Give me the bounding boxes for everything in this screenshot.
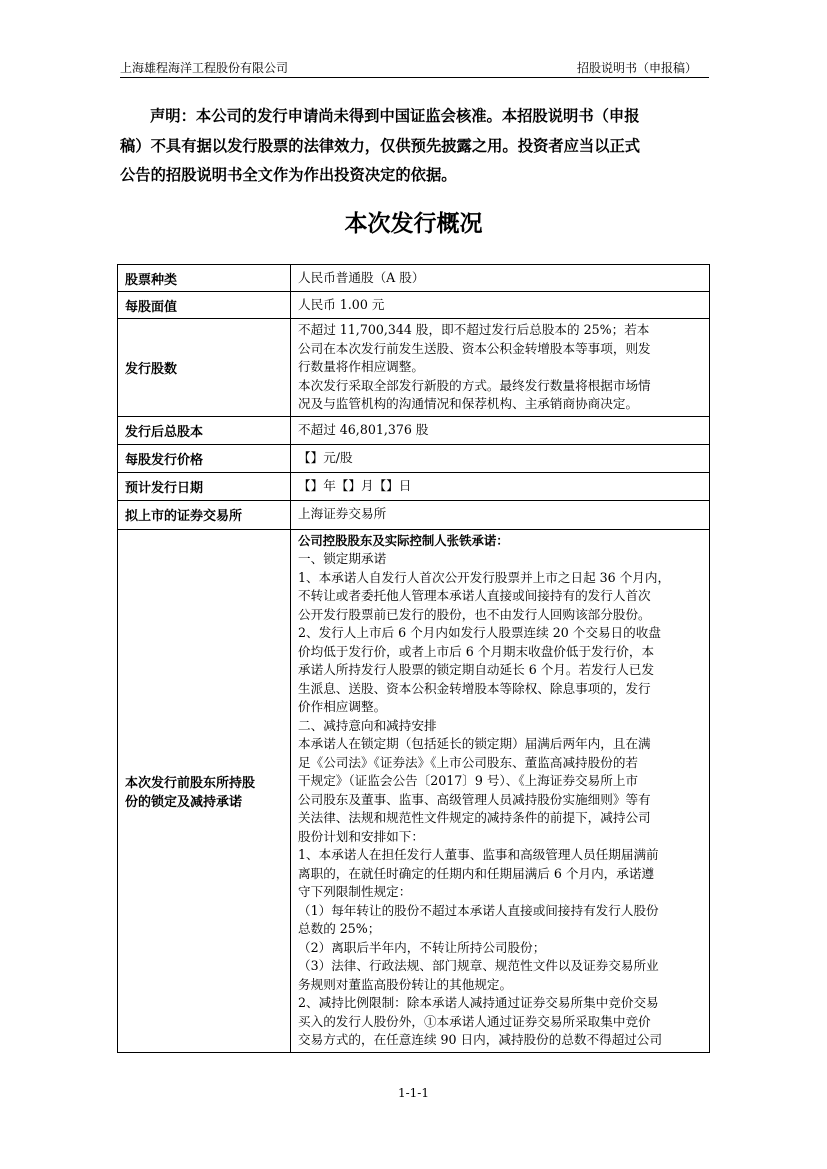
table-row bbox=[118, 500, 710, 529]
lockup-line: 离职的，在就任时确定的任期内和任期届满后 6 个月内，承诺遵 bbox=[298, 865, 655, 881]
row-value bbox=[291, 472, 710, 500]
page-header bbox=[120, 57, 709, 78]
row-label: 拟上市的证券交易所 bbox=[118, 500, 291, 529]
row-label: 发行后总股本 bbox=[118, 416, 291, 444]
lockup-heading: 公司控股股东及实际控制人张铁承诺： bbox=[298, 532, 509, 548]
lockup-line: 承诺人所持发行人股票的锁定期自动延长 6 个月。若发行人已发 bbox=[298, 662, 655, 677]
lockup-line: 交易方式的，在任意连续 90 日内，减持股份的总数不得超过公司 bbox=[298, 1032, 663, 1047]
statement-line: 稿）不具有据以发行股票的法律效力，仅供预先披露之用。投资者应当以正式 bbox=[120, 136, 641, 155]
table-row bbox=[118, 265, 710, 292]
row-value bbox=[291, 416, 710, 444]
row-value bbox=[291, 500, 710, 529]
lockup-line: 股份计划和安排如下： bbox=[298, 828, 424, 844]
lockup-line: 守下列限制性规定： bbox=[298, 884, 412, 899]
row-value bbox=[291, 319, 710, 417]
row-label: 每股发行价格 bbox=[118, 444, 291, 472]
value-line: 上海证券交易所 bbox=[298, 506, 387, 522]
disclaimer-statement bbox=[120, 102, 710, 191]
lockup-line: 本承诺人在锁定期（包括延长的锁定期）届满后两年内，且在满 bbox=[298, 736, 651, 751]
lockup-line: 1、本承诺人在担任发行人董事、监事和高级管理人员任期届满前 bbox=[298, 847, 659, 862]
lockup-line: 1、本承诺人自发行人首次公开发行股票并上市之日起 36 个月内， bbox=[298, 569, 671, 585]
label-line: 本次发行前股东所持股 bbox=[125, 775, 256, 791]
table-row bbox=[118, 319, 710, 417]
value-line: 行数量将作相应调整。 bbox=[298, 359, 424, 374]
value-line: 本次发行采取全部发行新股的方式。最终发行数量将根据市场情 bbox=[298, 377, 651, 393]
label-line: 份的锁定及减持承诺 bbox=[125, 794, 243, 810]
lockup-line: 生派息、送股、资本公积金转增股本等除权、除息事项的，发行 bbox=[298, 680, 651, 696]
lockup-line: 公司股东及董事、监事、高级管理人员减持股份实施细则》等有 bbox=[298, 791, 651, 807]
lockup-line: 不转让或者委托他人管理本承诺人直接或间接持有的发行人首次 bbox=[298, 588, 651, 603]
value-line: 不超过 11,700,344 股，即不超过发行后总股本的 25%；若本 bbox=[298, 322, 650, 337]
lockup-line: 买入的发行人股份外，①本承诺人通过证券交易所采取集中竞价 bbox=[298, 1013, 651, 1029]
lockup-line: 务规则对董监高股份转让的其他规定。 bbox=[298, 976, 513, 992]
header-company: 上海雄程海洋工程股份有限公司 bbox=[120, 61, 289, 75]
table-row bbox=[118, 416, 710, 444]
table-row bbox=[118, 292, 710, 319]
lockup-line: 公开发行股票前已发行的股份，也不由发行人回购该部分股份。 bbox=[298, 606, 651, 622]
value-line: 人民币 1.00 元 bbox=[298, 296, 385, 312]
value-line: 【】年【】月【】日 bbox=[298, 477, 412, 493]
table-row-lockup bbox=[118, 529, 710, 1052]
statement-line: 公告的招股说明书全文作为作出投资决定的依据。 bbox=[120, 166, 457, 184]
lockup-line: 2、发行人上市后 6 个月内如发行人股票连续 20 个交易日的收盘 bbox=[298, 625, 661, 640]
lockup-line: （3）法律、行政法规、部门规章、规范性文件以及证券交易所业 bbox=[298, 958, 659, 973]
value-line: 不超过 46,801,376 股 bbox=[298, 421, 429, 437]
header-doc-type: 招股说明书（申报稿） bbox=[576, 61, 697, 75]
lockup-line: 足《公司法》《证券法》《上市公司股东、董监高减持股份的若 bbox=[298, 754, 639, 770]
lockup-line: 一、锁定期承诺 bbox=[298, 551, 387, 566]
page-title: 本次发行概况 bbox=[344, 211, 483, 237]
value-line: 【】元/股 bbox=[298, 449, 353, 465]
row-label: 预计发行日期 bbox=[118, 472, 291, 500]
page-number: 1-1-1 bbox=[397, 1086, 429, 1100]
value-line: 公司在本次发行前发生送股、资本公积金转增股本等事项，则发 bbox=[298, 340, 651, 356]
row-value bbox=[291, 292, 710, 319]
lockup-line: 干规定》（证监会公告〔2017〕9 号）、《上海证券交易所上市 bbox=[298, 773, 639, 788]
row-label: 每股面值 bbox=[118, 292, 291, 319]
value-line: 人民币普通股（A 股） bbox=[298, 269, 425, 285]
lockup-line: 2、减持比例限制：除本承诺人减持通过证券交易所集中竞价交易 bbox=[298, 995, 659, 1010]
row-value bbox=[291, 265, 710, 292]
row-value bbox=[291, 444, 710, 472]
table-row bbox=[118, 472, 710, 500]
table-row bbox=[118, 444, 710, 472]
row-label bbox=[118, 529, 291, 1052]
lockup-commitment-text bbox=[291, 529, 710, 1052]
row-label: 股票种类 bbox=[118, 265, 291, 292]
offering-overview-table bbox=[117, 264, 710, 1053]
lockup-line: 总数的 25%； bbox=[298, 921, 381, 936]
statement-line: 声明：本公司的发行申请尚未得到中国证监会核准。本招股说明书（申报 bbox=[150, 107, 640, 125]
row-label: 发行股数 bbox=[118, 319, 291, 417]
lockup-line: 价作相应调整。 bbox=[298, 699, 387, 714]
lockup-line: 二、减持意向和减持安排 bbox=[298, 717, 437, 733]
value-line: 况及与监管机构的沟通情况和保荐机构、主承销商协商决定。 bbox=[298, 396, 639, 411]
lockup-line: （2）离职后半年内，不转让所持公司股份； bbox=[298, 939, 546, 955]
lockup-line: （1）每年转让的股份不超过本承诺人直接或间接持有发行人股份 bbox=[298, 902, 659, 918]
lockup-line: 关法律、法规和规范性文件规定的减持条件的前提下，减持公司 bbox=[298, 810, 651, 825]
lockup-line: 价均低于发行价，或者上市后 6 个月期末收盘价低于发行价，本 bbox=[298, 643, 655, 659]
